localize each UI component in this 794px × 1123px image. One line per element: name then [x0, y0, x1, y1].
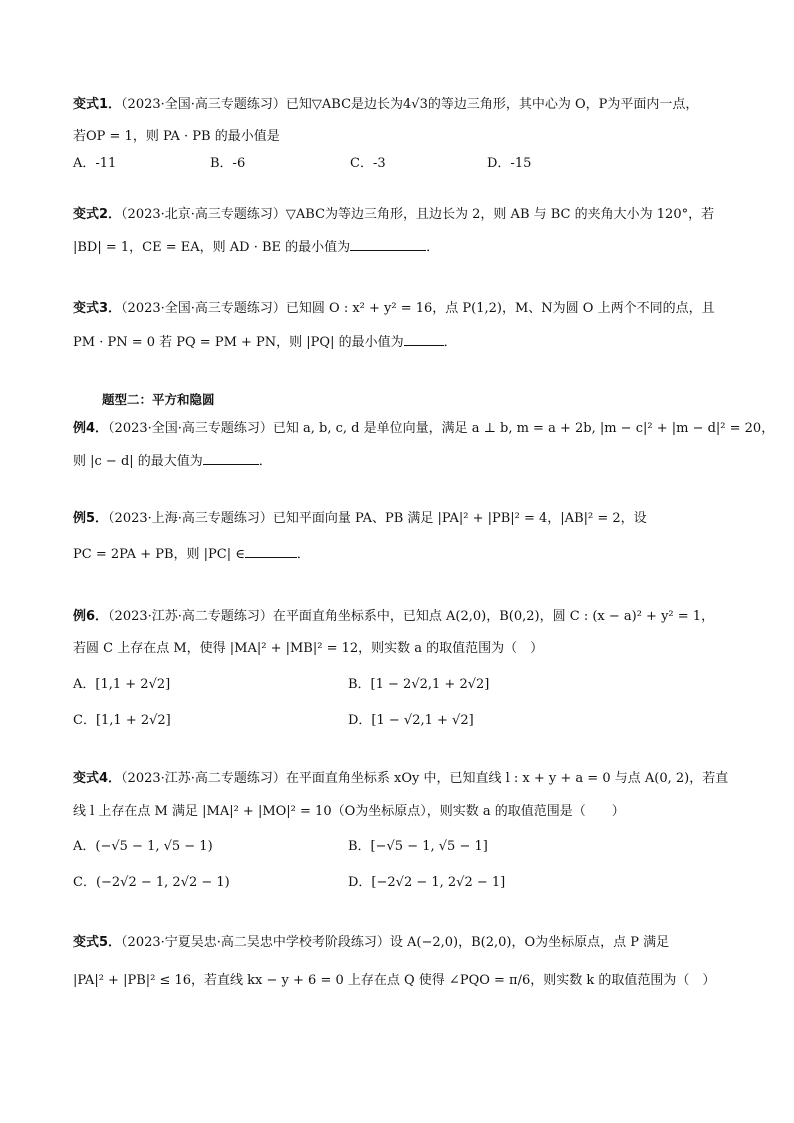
problem-4-line-2: 则 |c − d| 的最大值为 ．	[73, 454, 272, 469]
problem-2-line-2: |BD| = 1，CE = EA，则 AD · BE 的最小值为 ．	[73, 240, 440, 255]
problem-6-line-1	[73, 608, 714, 626]
problem-label: 变式5．	[73, 935, 122, 950]
option-d: D．-15	[487, 156, 532, 171]
option-c: C．[1,1 + 2√2]	[73, 713, 171, 728]
problem-text: （2023·上海·高三专题练习）已知平面向量 PA、PB 满足 |PA|² + |PB|² = 4，|AB|² = 2，设	[108, 511, 647, 526]
option-a: A．-11	[73, 156, 117, 171]
problem-5-line-2: PC = 2PA + PB，则 |PC| ∈ ．	[73, 547, 310, 562]
option-b: B．[−√5 − 1, √5 − 1]	[348, 839, 488, 854]
problem-text: PM · PN = 0 若 PQ = PM + PN，则 |PQ| 的最小值为	[73, 335, 404, 350]
problem-1-line-2: 若OP = 1，则 PA · PB 的最小值是	[73, 129, 280, 144]
option-d: D．[1 − √2,1 + √2]	[348, 713, 474, 728]
problem-3-line-1	[73, 300, 715, 318]
problem-text: （2023·宁夏吴忠·高二吴忠中学校考阶段练习）设 A(−2,0)，B(2,0)，O为坐标原点，点 P 满足	[121, 935, 670, 950]
problem-label: 例5．	[73, 511, 109, 526]
problem-3-line-2: PM · PN = 0 若 PQ = PM + PN，则 |PQ| 的最小值为 ．	[73, 335, 457, 350]
problem-label: 例4．	[73, 421, 109, 436]
problem-label: 变式4．	[73, 771, 122, 786]
problem-text: （2023·全国·高三专题练习）已知▽ABC是边长为4√3的等边三角形，其中心为 O，P为平面内一点，	[121, 97, 699, 112]
answer-blank	[245, 545, 297, 558]
option-a: A．[1,1 + 2√2]	[73, 677, 171, 692]
problem-7-line-1	[73, 770, 728, 788]
problem-text: （2023·北京·高三专题练习）▽ABC为等边三角形，且边长为 2，则 AB 与 BC 的夹角大小为 120°，若	[121, 207, 715, 222]
option-b: B．[1 − 2√2,1 + 2√2]	[348, 677, 490, 692]
option-c: C．-3	[350, 156, 386, 171]
problem-text: 则 |c − d| 的最大值为	[73, 454, 203, 469]
option-d: D．[−2√2 − 1, 2√2 − 1]	[348, 875, 506, 890]
problem-5-line-1	[73, 510, 647, 528]
section-heading: 题型二：平方和隐圆	[102, 392, 215, 407]
problem-4-line-1	[73, 420, 774, 438]
problem-text: （2023·江苏·高二专题练习）在平面直角坐标系 xOy 中，已知直线 l : x + y + a = 0 与点 A(0, 2)，若直	[121, 771, 729, 786]
option-c: C．(−2√2 − 1, 2√2 − 1)	[73, 875, 230, 890]
option-a: A．(−√5 − 1, √5 − 1)	[73, 839, 213, 854]
option-b: B．-6	[210, 156, 246, 171]
problem-1-line-1	[73, 96, 698, 114]
problem-text: （2023·全国·高三专题练习）已知 a, b, c, d 是单位向量，满足 a ⊥ b, m = a + 2b, |m − c|² + |m − d|² = 20，	[108, 421, 775, 436]
problem-7-line-2: 线 l 上存在点 M 满足 |MA|² + |MO|² = 10（O为坐标原点），则实数 a 的取值范围是（ ）	[73, 804, 625, 819]
problem-8-line-1	[73, 934, 669, 952]
problem-6-line-2: 若圆 C 上存在点 M，使得 |MA|² + |MB|² = 12，则实数 a 的取值范围为（ ）	[73, 641, 544, 656]
problem-label: 变式3．	[73, 301, 122, 316]
problem-text: （2023·江苏·高二专题练习）在平面直角坐标系中，已知点 A(2,0)，B(0,2)，圆 C : (x − a)² + y² = 1，	[108, 609, 715, 624]
answer-blank	[203, 452, 259, 465]
problem-label: 变式2．	[73, 207, 122, 222]
problem-2-line-1	[73, 206, 714, 224]
answer-blank	[404, 333, 444, 346]
problem-label: 例6．	[73, 609, 109, 624]
problem-text: |BD| = 1，CE = EA，则 AD · BE 的最小值为	[73, 240, 351, 255]
problem-text: （2023·全国·高三专题练习）已知圆 O : x² + y² = 16，点 P(1,2)，M、N为圆 O 上两个不同的点，且	[121, 301, 715, 316]
answer-blank	[350, 238, 426, 251]
problem-text: PC = 2PA + PB，则 |PC| ∈	[73, 547, 245, 562]
problem-label: 变式1．	[73, 97, 122, 112]
problem-8-line-2: |PA|² + |PB|² ≤ 16，若直线 kx − y + 6 = 0 上存在点 Q 使得 ∠PQO = π/6，则实数 k 的取值范围为（ ）	[73, 973, 716, 988]
